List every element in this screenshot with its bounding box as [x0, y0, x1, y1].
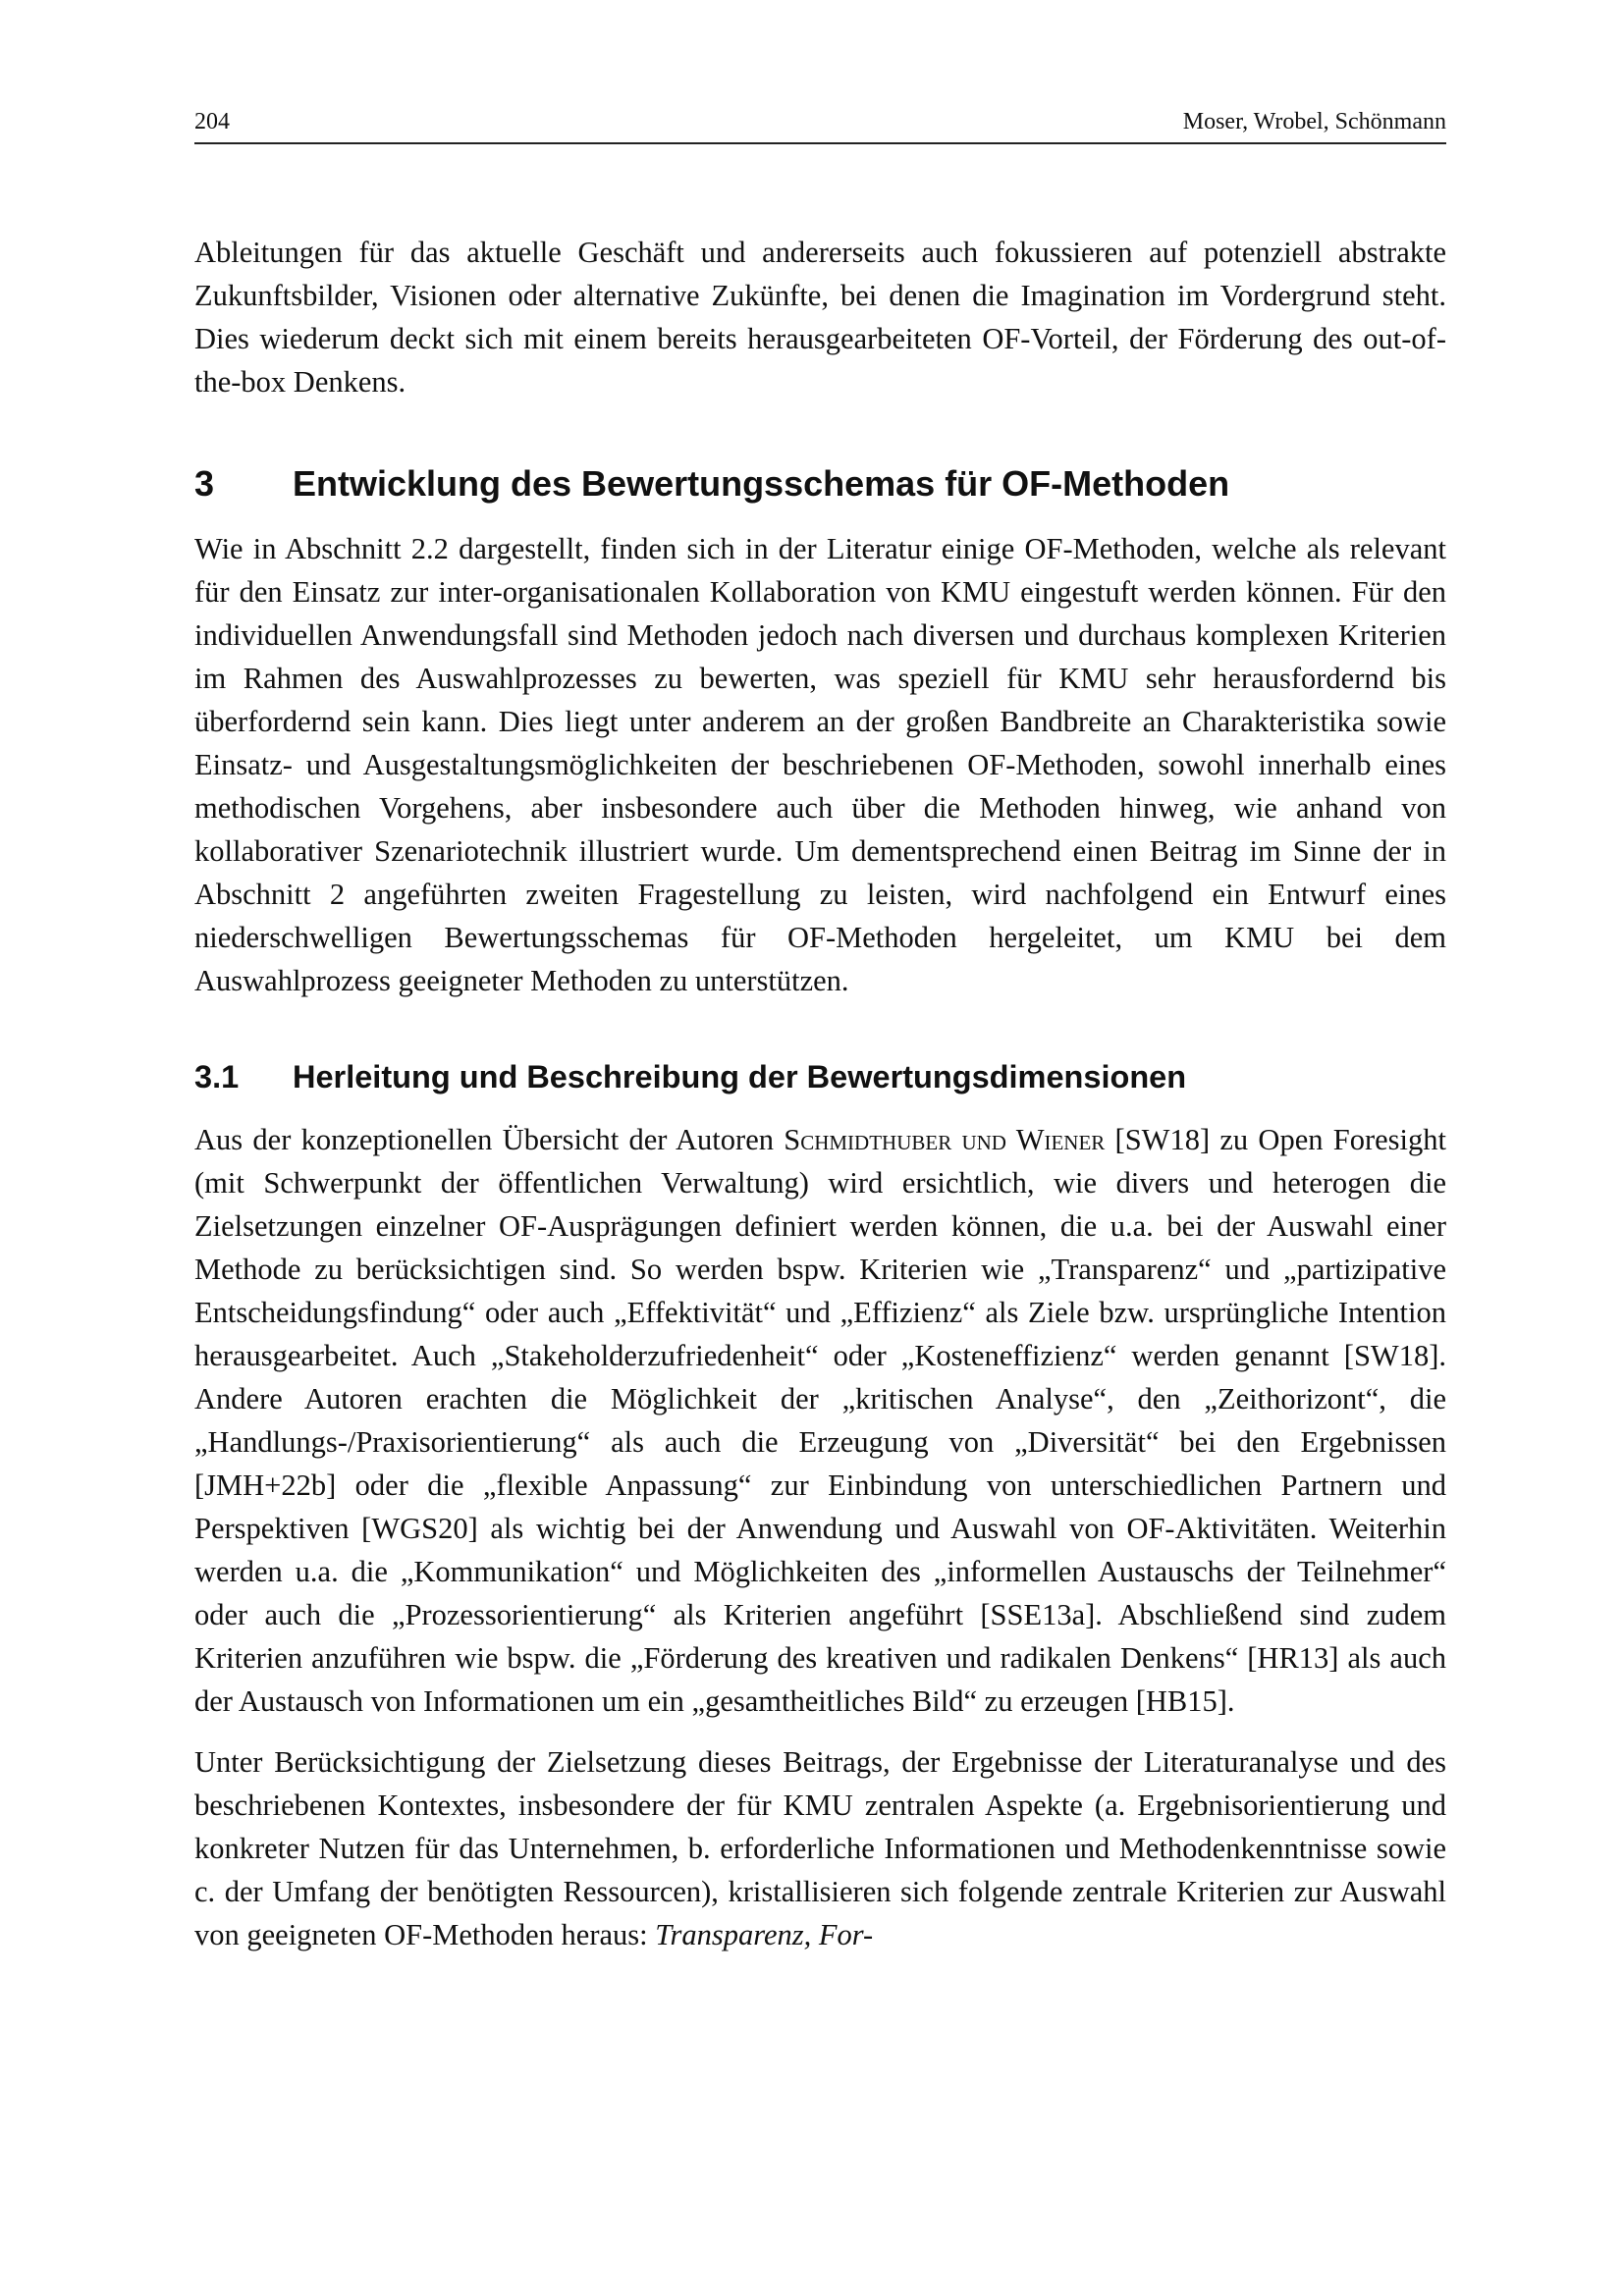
- subsection-heading: [194, 1055, 1446, 1098]
- header-authors: Moser, Wrobel, Schönmann: [1182, 109, 1446, 134]
- subsection-paragraph-1: [194, 1118, 1446, 1723]
- subsection-number: 3.1: [194, 1058, 240, 1095]
- p2-italic-text: Transparenz, For-: [655, 1917, 874, 1951]
- section-heading: [194, 462, 1446, 506]
- p1-text-start: Aus der konzeptionellen Übersicht der Autoren: [194, 1122, 785, 1156]
- section-title: Entwicklung des Bewertungsschemas für OF-Methoden: [293, 462, 1230, 504]
- document-page: [194, 108, 1446, 1956]
- subsection-title: Herleitung und Beschreibung der Bewertungsdimensionen: [293, 1058, 1187, 1095]
- p1-text-rest: [SW18] zu Open Foresight (mit Schwerpunkt der öffentlichen Verwaltung) wird ersichtlich, wie divers und heterogen die Zielsetzungen einzelner OF-Ausprägungen definiert werden können, die u.a. bei der Auswahl einer Methode zu berücksichtigen sind. So werden bspw. Kriterien wie „Transparenz“ und „partizipative Entscheidungsfindung“ oder auch „Effektivität“ und „Effizienz“ als Ziele bzw. ursprüngliche Intention herausgearbeitet. Auch „Stakeholderzufriedenheit“ oder „Kosteneffizienz“ werden genannt [SW18]. Andere Autoren erachten die Möglichkeit der „kritischen Analyse“, den „Zeithorizont“, die „Handlungs-/Praxisorientierung“ als auch die Erzeugung von „Diversität“ bei den Ergebnissen [JMH+22b] oder die „flexible Anpassung“ zur Einbindung von unterschiedlichen Partnern und Perspektiven [WGS20] als wichtig bei der Anwendung und Auswahl von OF-Aktivitäten. Weiterhin werden u.a. die „Kommunikation“ und Möglichkeiten des „informellen Austauschs der Teilnehmer“ oder auch die „Prozessorientierung“ als Kriterien angeführt [SSE13a]. Abschließend sind zudem Kriterien anzuführen wie bspw. die „Förderung des kreativen und radikalen Denkens“ [HR13] als auch der Austausch von Informationen um ein „gesamtheitliches Bild“ zu erzeugen [HB15].: [194, 1122, 1446, 1718]
- section-number: 3: [194, 462, 215, 504]
- cited-authors: Schmidthuber und Wiener: [784, 1122, 1106, 1156]
- page-number: 204: [194, 109, 230, 134]
- p2-text: Unter Berücksichtigung der Zielsetzung dieses Beitrags, der Ergebnisse der Literaturanalyse und des beschriebenen Kontextes, insbesondere der für KMU zentralen Aspekte (a. Ergebnisorientierung und konkreter Nutzen für das Unternehmen, b. erforderliche Informationen und Methodenkenntnisse sowie c. der Umfang der benötigten Ressourcen), kristallisieren sich folgende zentrale Kriterien zur Auswahl von geeigneten OF-Methoden heraus:: [194, 1744, 1446, 1951]
- running-header: [194, 108, 1446, 144]
- intro-paragraph: Ableitungen für das aktuelle Geschäft und andererseits auch fokussieren auf potenziell abstrakte Zukunftsbilder, Visionen oder alternative Zukünfte, bei denen die Imagination im Vordergrund steht. Dies wiederum deckt sich mit einem bereits herausgearbeiteten OF-Vorteil, der Förderung des out-of-the-box Denkens.: [194, 235, 1446, 399]
- subsection-paragraph-2: [194, 1740, 1446, 1956]
- section-paragraph: Wie in Abschnitt 2.2 dargestellt, finden sich in der Literatur einige OF-Methoden, welche als relevant für den Einsatz zur inter-organisationalen Kollaboration von KMU eingestuft werden können. Für den individuellen Anwendungsfall sind Methoden jedoch nach diversen und durchaus komplexen Kriterien im Rahmen des Auswahlprozesses zu bewerten, was speziell für KMU sehr herausfordernd bis überfordernd sein kann. Dies liegt unter anderem an der großen Bandbreite an Charakteristika sowie Einsatz- und Ausgestaltungsmöglichkeiten der beschriebenen OF-Methoden, sowohl innerhalb eines methodischen Vorgehens, aber insbesondere auch über die Methoden hinweg, wie anhand von kollaborativer Szenariotechnik illustriert wurde. Um dementsprechend einen Beitrag im Sinne der in Abschnitt 2 angeführten zweiten Fragestellung zu leisten, wird nachfolgend ein Entwurf eines niederschwelligen Bewertungsschemas für OF-Methoden hergeleitet, um KMU bei dem Auswahlprozess geeigneter Methoden zu unterstützen.: [194, 531, 1446, 997]
